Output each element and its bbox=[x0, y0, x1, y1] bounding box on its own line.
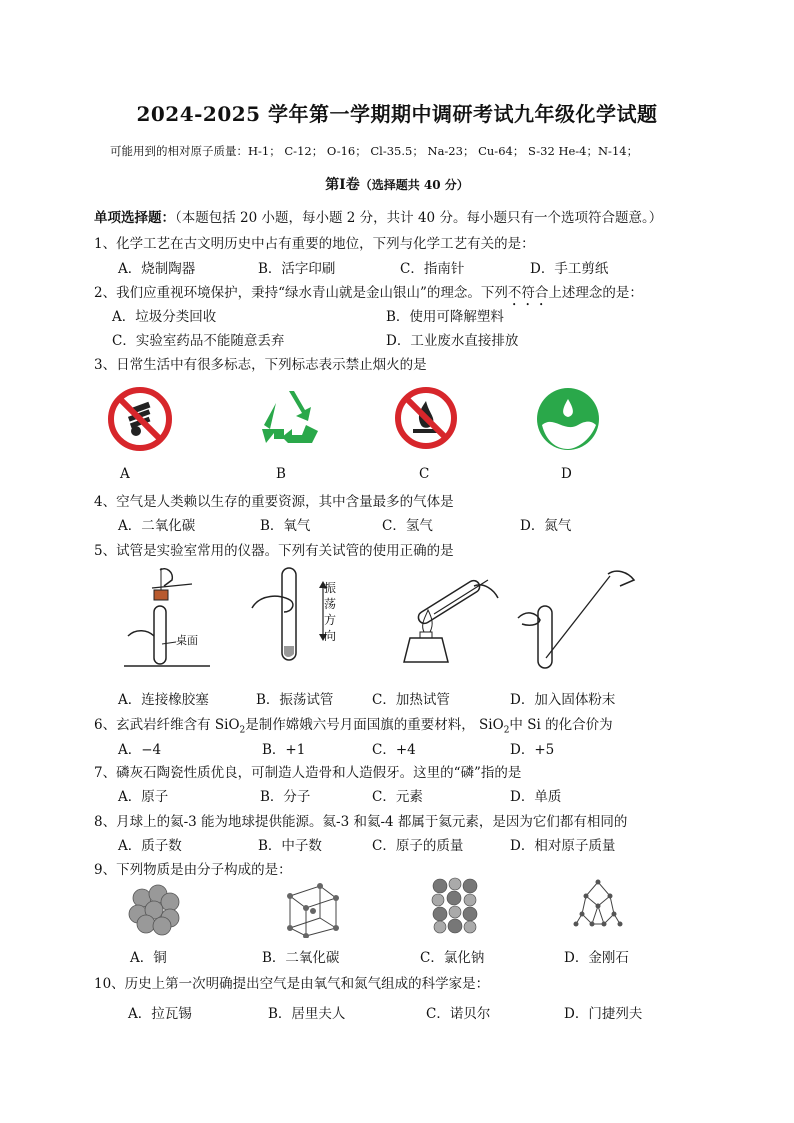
q4-option-a: A．二氧化碳 bbox=[118, 518, 196, 534]
q1-option-a: A．烧制陶器 bbox=[118, 261, 196, 277]
q6-stem-a: 6、玄武岩纤维含有 SiO bbox=[94, 717, 240, 733]
instructions-text: （本题包括 20 小题，每小题 2 分，共计 40 分。每小题只有一个选项符合题意。） bbox=[175, 210, 663, 226]
shake-tube-figure-icon bbox=[250, 566, 320, 666]
q3-option-a: A bbox=[120, 466, 130, 482]
q2-stem-pre: 2、我们应重视环境保护，秉持“绿水青山就是金山银山”的理念。下列 bbox=[94, 285, 508, 301]
shake-direction-label: 振荡方向 bbox=[324, 581, 337, 643]
page-title: 2024-2025 学年第一学期期中调研考试九年级化学试题 bbox=[136, 102, 658, 126]
q4-option-b: B．氧气 bbox=[260, 518, 311, 534]
question-9-stem: 9、下列物质是由分子构成的是： bbox=[94, 862, 292, 878]
q7-option-a: A．原子 bbox=[118, 789, 169, 805]
question-7-stem: 7、磷灰石陶瓷性质优良，可制造人造骨和人造假牙。这里的“磷”指的是 bbox=[94, 765, 522, 781]
instructions-label: 单项选择题： bbox=[94, 210, 175, 226]
q10-option-d: D．门捷列夫 bbox=[564, 1006, 643, 1022]
q9-option-d: D．金刚石 bbox=[564, 950, 629, 966]
q4-option-d: D．氮气 bbox=[520, 518, 572, 534]
connect-stopper-figure-icon bbox=[122, 566, 212, 674]
no-fire-sign-icon bbox=[393, 385, 459, 451]
section-heading bbox=[0, 174, 794, 194]
q9-option-a: A．铜 bbox=[130, 950, 167, 966]
copper-atoms-model-icon bbox=[126, 880, 182, 936]
q6-stem-b: 是制作嫦娥六号月面国旗的重要材料， SiO bbox=[245, 717, 504, 733]
q5-option-d: D．加入固体粉末 bbox=[510, 692, 616, 708]
q4-option-c: C．氢气 bbox=[382, 518, 433, 534]
q6-option-c: C．+4 bbox=[372, 742, 416, 758]
q7-option-b: B．分子 bbox=[260, 789, 311, 805]
recycling-sign-icon bbox=[256, 385, 322, 449]
q8-option-d: D．相对原子质量 bbox=[510, 838, 616, 854]
q5-option-b: B．振荡试管 bbox=[256, 692, 334, 708]
q10-option-c: C．诺贝尔 bbox=[426, 1006, 491, 1022]
question-5-stem: 5、试管是实验室常用的仪器。下列有关试管的使用正确的是 bbox=[94, 543, 454, 559]
water-saving-sign-icon bbox=[534, 385, 602, 453]
question-4-stem: 4、空气是人类赖以生存的重要资源，其中含量最多的气体是 bbox=[94, 494, 454, 510]
question-6-stem bbox=[94, 713, 613, 736]
q2-stem-post: 上述理念的是： bbox=[548, 285, 643, 301]
add-powder-figure-icon bbox=[516, 566, 640, 674]
q1-option-c: C．指南针 bbox=[400, 261, 465, 277]
q6-subscript-2: 2 bbox=[503, 725, 510, 736]
q9-option-b: B．二氧化碳 bbox=[262, 950, 340, 966]
q10-option-b: B．居里夫人 bbox=[268, 1006, 346, 1022]
q3-option-c: C bbox=[419, 466, 430, 482]
desk-label: 桌面 bbox=[176, 634, 198, 647]
q9-option-c: C．氯化钠 bbox=[420, 950, 485, 966]
q6-stem-c: 中 Si 的化合价为 bbox=[509, 717, 613, 733]
q1-option-b: B．活字印刷 bbox=[258, 261, 336, 277]
carbon-dioxide-crystal-model-icon bbox=[282, 878, 342, 938]
q2-stem-emphasis: 不符合 bbox=[507, 285, 549, 301]
diamond-structure-model-icon bbox=[572, 876, 624, 934]
q8-option-c: C．原子的质量 bbox=[372, 838, 464, 854]
q1-option-d: D．手工剪纸 bbox=[530, 261, 609, 277]
q6-option-a: A．−4 bbox=[118, 742, 162, 758]
instructions bbox=[94, 206, 662, 226]
q5-option-a: A．连接橡胶塞 bbox=[118, 692, 209, 708]
q10-option-a: A．拉瓦锡 bbox=[128, 1006, 192, 1022]
atomic-masses: 可能用到的相对原子质量：H-1； C-12； O-16； Cl-35.5； Na-23； Cu-64； S-32 He-4；N-14； bbox=[110, 144, 639, 158]
q3-option-d: D bbox=[561, 466, 572, 482]
no-explosives-sign-icon bbox=[106, 385, 174, 453]
question-1-stem: 1、化学工艺在古文明历史中占有重要的地位，下列与化学工艺有关的是： bbox=[94, 236, 535, 252]
q3-option-b: B bbox=[276, 466, 286, 482]
q2-option-b: B．使用可降解塑料 bbox=[386, 309, 504, 325]
q7-option-d: D．单质 bbox=[510, 789, 562, 805]
sodium-chloride-model-icon bbox=[428, 876, 482, 934]
q2-option-d: D．工业废水直接排放 bbox=[386, 333, 519, 349]
q8-option-b: B．中子数 bbox=[258, 838, 322, 854]
q2-option-c: C．实验室药品不能随意丢弃 bbox=[112, 333, 285, 349]
question-10-stem: 10、历史上第一次明确提出空气是由氧气和氮气组成的科学家是： bbox=[94, 976, 490, 992]
question-3-stem: 3、日常生活中有很多标志，下列标志表示禁止烟火的是 bbox=[94, 357, 427, 373]
section-sub: （选择题共 40 分） bbox=[359, 178, 469, 192]
q6-option-b: B．+1 bbox=[262, 742, 306, 758]
heat-tube-figure-icon bbox=[394, 566, 504, 672]
question-8-stem: 8、月球上的氦-3 能为地球提供能源。氦-3 和氦-4 都属于氦元素，是因为它们都有相同的 bbox=[94, 814, 628, 830]
q5-option-c: C．加热试管 bbox=[372, 692, 450, 708]
q7-option-c: C．元素 bbox=[372, 789, 423, 805]
q6-subscript-1: 2 bbox=[239, 725, 246, 736]
q8-option-a: A．质子数 bbox=[118, 838, 182, 854]
q6-option-d: D．+5 bbox=[510, 742, 555, 758]
q2-option-a: A．垃圾分类回收 bbox=[112, 309, 217, 325]
section-main: 第Ⅰ卷 bbox=[325, 177, 360, 193]
